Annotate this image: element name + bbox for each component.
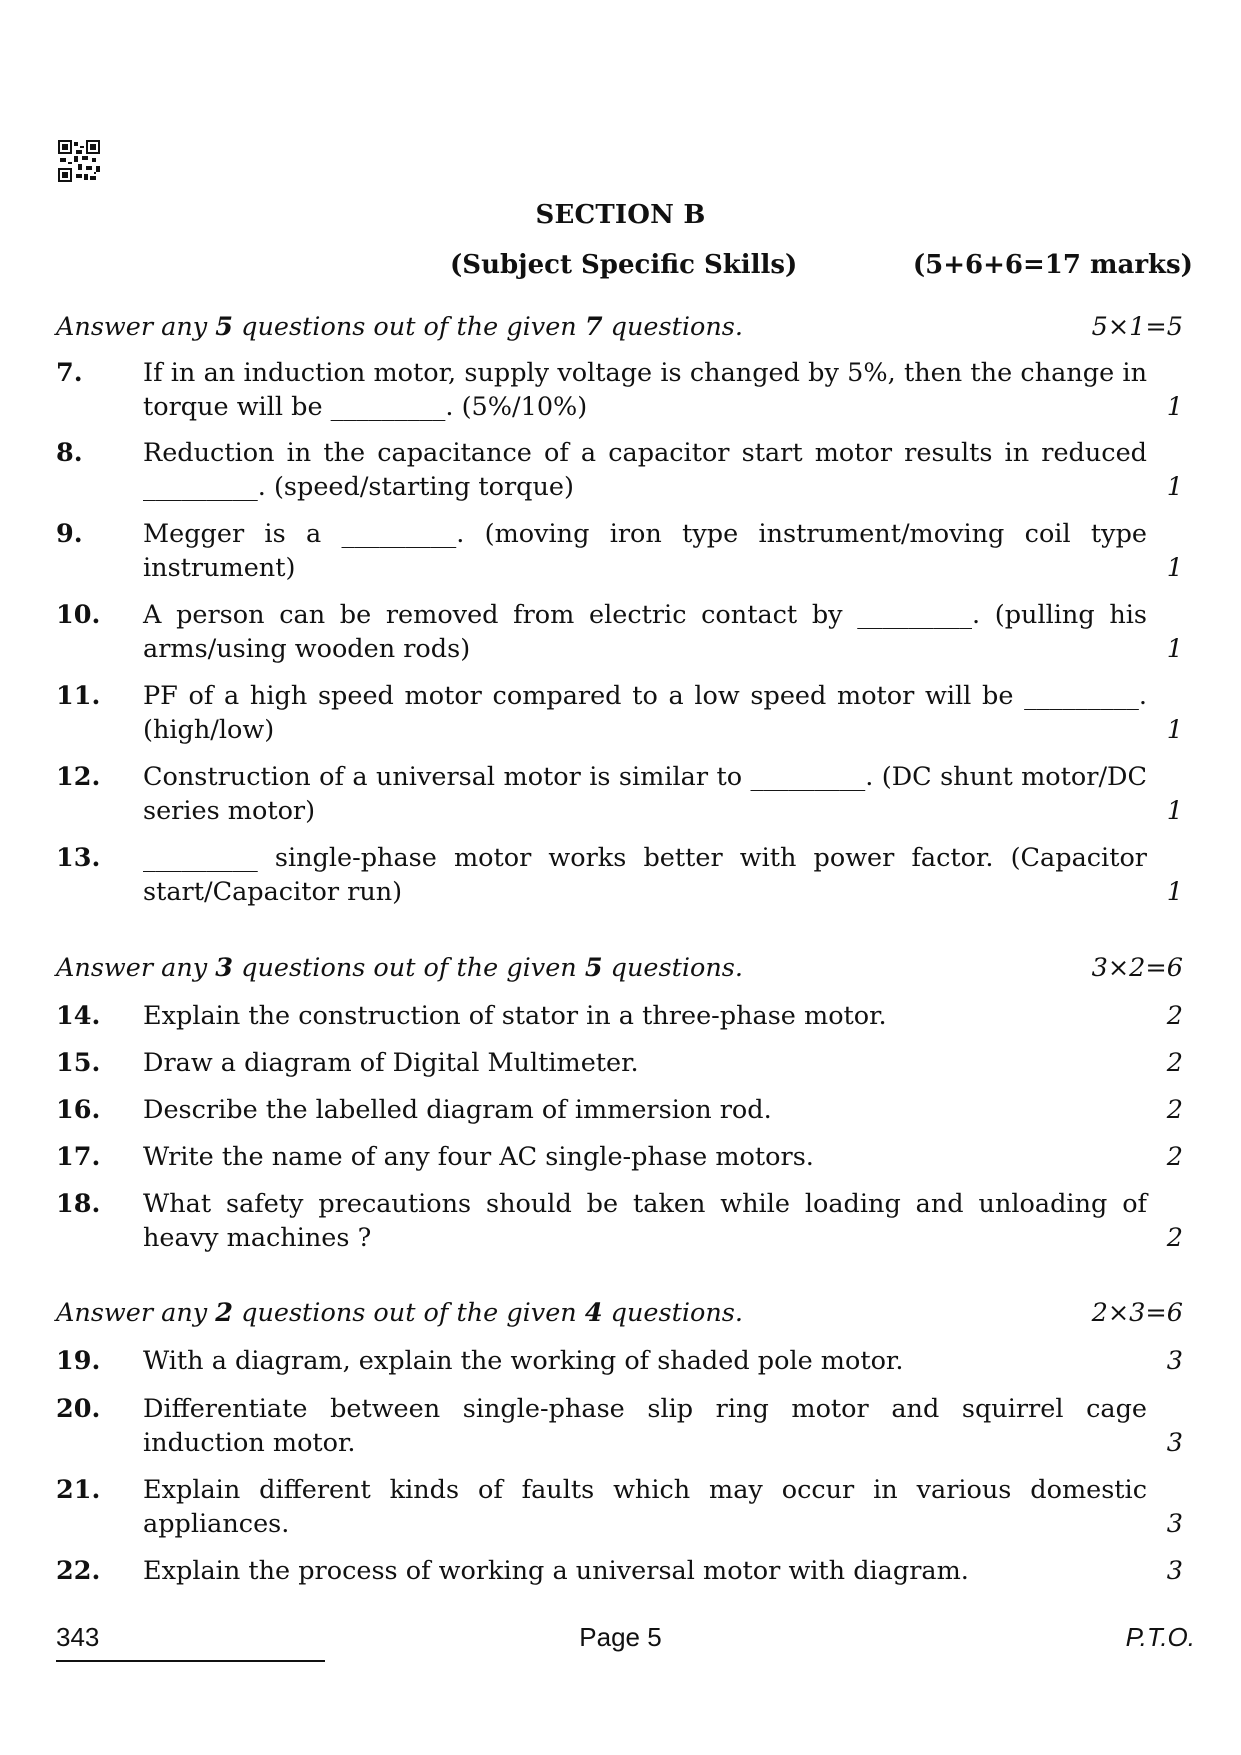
question-number: 19. xyxy=(56,1346,101,1376)
paper-code: 343 xyxy=(56,1622,100,1652)
qr-code-icon xyxy=(58,140,100,182)
question-mark: 1 xyxy=(1166,877,1183,907)
question-number: 14. xyxy=(56,1001,101,1031)
question-text: Explain different kinds of faults which may occur in various domestic appliances. xyxy=(143,1475,1147,1539)
question-text: Describe the labelled diagram of immersion rod. xyxy=(143,1095,772,1125)
instruction-text: Answer any 5 questions out of the given 7 questions. xyxy=(56,312,743,342)
question-item xyxy=(56,1344,1183,1378)
question-number: 15. xyxy=(56,1048,101,1078)
question-text: Reduction in the capacitance of a capacitor start motor results in reduced _________. (speed/starting torque) xyxy=(143,438,1147,502)
question-item xyxy=(56,841,1183,909)
question-item xyxy=(56,1140,1183,1174)
question-item xyxy=(56,679,1183,747)
section-total-marks: (5+6+6=17 marks) xyxy=(912,250,1193,280)
question-text: PF of a high speed motor compared to a low speed motor will be _________. (high/low) xyxy=(143,681,1147,745)
question-mark: 2 xyxy=(1166,1142,1183,1172)
question-item xyxy=(56,436,1183,504)
question-mark: 2 xyxy=(1166,1223,1183,1253)
group-instruction xyxy=(56,1298,1183,1332)
instruction-text: Answer any 2 questions out of the given 4 questions. xyxy=(56,1298,743,1328)
question-number: 22. xyxy=(56,1556,101,1586)
question-item xyxy=(56,1473,1183,1541)
question-number: 16. xyxy=(56,1095,101,1125)
group-marks: 5×1=5 xyxy=(1091,312,1183,342)
question-text: Megger is a _________. (moving iron type instrument/moving coil type instrument) xyxy=(143,519,1147,583)
group-marks: 2×3=6 xyxy=(1091,1298,1183,1328)
footer-divider xyxy=(56,1660,325,1662)
question-mark: 2 xyxy=(1166,1001,1183,1031)
question-item xyxy=(56,356,1183,424)
question-item xyxy=(56,1046,1183,1080)
question-item xyxy=(56,1554,1183,1588)
question-mark: 1 xyxy=(1166,472,1183,502)
question-mark: 1 xyxy=(1166,553,1183,583)
group-marks: 3×2=6 xyxy=(1091,953,1183,983)
question-mark: 3 xyxy=(1166,1509,1183,1539)
question-item xyxy=(56,1093,1183,1127)
question-number: 12. xyxy=(56,762,101,792)
question-item xyxy=(56,1392,1183,1460)
question-text: With a diagram, explain the working of shaded pole motor. xyxy=(143,1346,904,1376)
section-title: SECTION B xyxy=(535,200,706,230)
question-mark: 1 xyxy=(1166,634,1183,664)
question-number: 20. xyxy=(56,1394,101,1424)
question-item xyxy=(56,999,1183,1033)
group-instruction xyxy=(56,953,1183,987)
question-mark: 3 xyxy=(1166,1346,1183,1376)
question-item xyxy=(56,517,1183,585)
question-text: Differentiate between single-phase slip ring motor and squirrel cage induction motor. xyxy=(143,1394,1147,1458)
question-mark: 1 xyxy=(1166,715,1183,745)
section-subtitle: (Subject Specific Skills) xyxy=(450,250,798,280)
question-number: 18. xyxy=(56,1189,101,1219)
question-text: What safety precautions should be taken while loading and unloading of heavy machines ? xyxy=(143,1189,1147,1253)
question-number: 10. xyxy=(56,600,101,630)
question-text: Construction of a universal motor is similar to _________. (DC shunt motor/DC series motor) xyxy=(143,762,1147,826)
question-number: 7. xyxy=(56,358,83,388)
question-mark: 3 xyxy=(1166,1556,1183,1586)
question-item xyxy=(56,760,1183,828)
question-number: 9. xyxy=(56,519,83,549)
question-text: _________ single-phase motor works better with power factor. (Capacitor start/Capacitor run) xyxy=(143,843,1147,907)
page-number: Page 5 xyxy=(579,1622,662,1652)
instruction-text: Answer any 3 questions out of the given 5 questions. xyxy=(56,953,743,983)
question-mark: 1 xyxy=(1166,392,1183,422)
question-item xyxy=(56,1187,1183,1255)
group-instruction xyxy=(56,312,1183,346)
question-mark: 3 xyxy=(1166,1428,1183,1458)
question-number: 8. xyxy=(56,438,83,468)
question-number: 21. xyxy=(56,1475,101,1505)
pto-label: P.T.O. xyxy=(1125,1622,1195,1652)
question-mark: 2 xyxy=(1166,1048,1183,1078)
question-text: Draw a diagram of Digital Multimeter. xyxy=(143,1048,639,1078)
question-number: 17. xyxy=(56,1142,101,1172)
question-mark: 1 xyxy=(1166,796,1183,826)
question-text: Write the name of any four AC single-phase motors. xyxy=(143,1142,814,1172)
question-text: Explain the construction of stator in a three-phase motor. xyxy=(143,1001,887,1031)
question-item xyxy=(56,598,1183,666)
question-text: A person can be removed from electric contact by _________. (pulling his arms/using wooden rods) xyxy=(143,600,1147,664)
question-text: If in an induction motor, supply voltage is changed by 5%, then the change in torque will be _________. (5%/10%) xyxy=(143,358,1147,422)
question-number: 11. xyxy=(56,681,101,711)
question-text: Explain the process of working a universal motor with diagram. xyxy=(143,1556,969,1586)
question-number: 13. xyxy=(56,843,101,873)
question-mark: 2 xyxy=(1166,1095,1183,1125)
